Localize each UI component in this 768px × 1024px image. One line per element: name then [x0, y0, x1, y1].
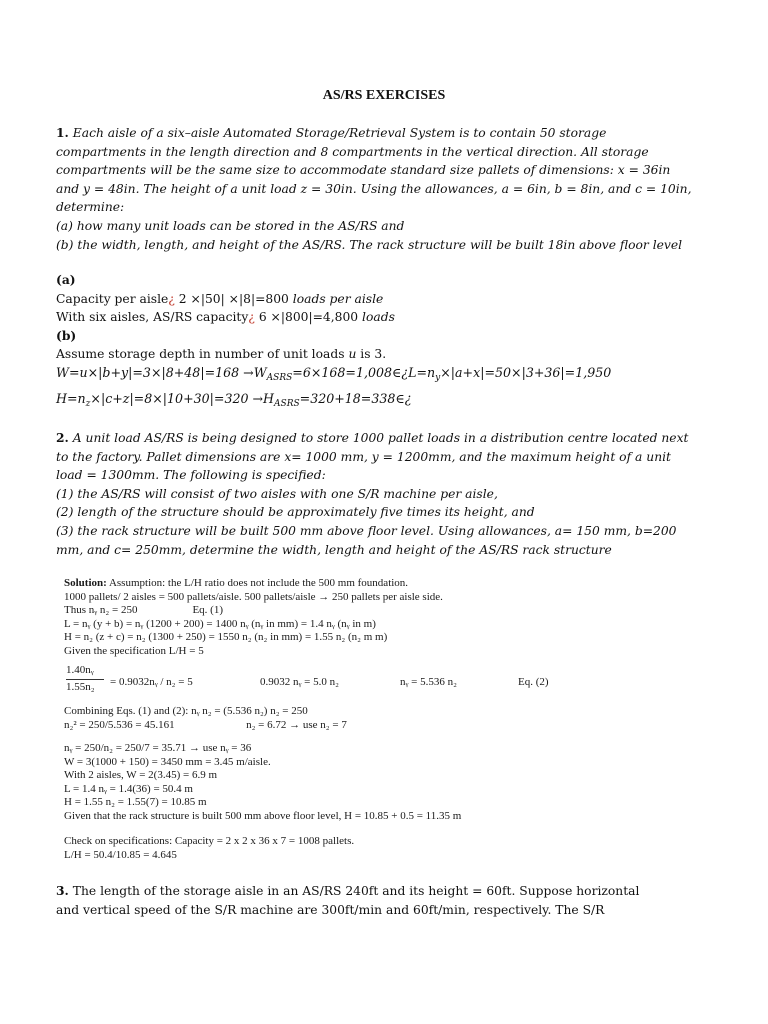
fraction-right: nᵧ = 5.536 n₂: [400, 676, 457, 688]
problem-3-statement: [56, 882, 701, 919]
problem-3-line-1: and vertical speed of the S/R machine are 300ft/min and 60ft/min, respectively. The S/R: [56, 902, 605, 917]
problem-2-line-0: A unit load AS/RS is being designed to store 1000 pallet loads in a distribution centre located next: [72, 431, 689, 445]
solution-mid-line-0: Combining Eqs. (1) and (2): nᵧ n₂ = (5.536 n₂) n₂ = 250: [64, 705, 308, 717]
problem-2-line-3: (1) the AS/RS will consist of two aisles with one S/R machine per aisle,: [56, 486, 498, 501]
six-aisles-unit: loads: [362, 310, 395, 325]
problem-2-line-2: load = 1300mm. The following is specified:: [56, 468, 326, 483]
capacity-per-aisle-expr: 2 ×|50| ×|8|=800: [178, 291, 289, 306]
solution-bottom-line-0: nᵧ = 250/n₂ = 250/7 = 35.71 → use nᵧ = 36: [64, 742, 252, 754]
solution-check-line-0: Check on specifications: Capacity = 2 x 2 x 36 x 7 = 1008 pallets.: [64, 835, 355, 847]
ratio-fraction: [66, 664, 104, 694]
fraction-bar: [66, 679, 104, 680]
problem-2-line-1: to the factory. Pallet dimensions are x= 1000 mm, y = 1200mm, and the maximum height of a unit: [56, 449, 671, 464]
equation-w: [56, 364, 701, 388]
solution-block-top: [64, 577, 564, 659]
eq-h-part-3: =320+18=338∈¿: [299, 390, 412, 406]
solution-line-1: 1000 pallets/ 2 aisles = 500 pallets/aisle. 500 pallets/aisle → 250 pallets per aisle side.: [64, 590, 443, 603]
solution-line-2: Thus nᵧ n₂ = 250 Eq. (1): [64, 604, 224, 617]
capacity-per-aisle-unit: loads per aisle: [292, 291, 384, 306]
assume-text-2: is 3.: [356, 347, 387, 362]
fraction-result: = 0.9032nᵧ / n₂ = 5: [110, 676, 193, 688]
solution-check-line-1: L/H = 50.4/10.85 = 4.645: [64, 848, 177, 861]
solution-line-5: Given the specification L/H = 5: [64, 644, 204, 657]
solution-bottom-line-5: Given that the rack structure is built 500 mm above floor level, H = 10.85 + 0.5 = 11.35 m: [64, 809, 462, 822]
solution-mid-line-1: n₂² = 250/5.536 = 45.161 n₂ = 6.72 → use n₂ = 7: [64, 718, 347, 731]
eq-h-sub-2: ASRS: [274, 398, 300, 409]
page-title: AS/RS EXERCISES: [322, 88, 446, 103]
eq-w-part-2: =6×168=1,008∈¿L=n: [292, 364, 436, 380]
capacity-per-aisle-marker: ¿: [168, 291, 175, 306]
eq-h-part-2: ×|c+z|=8×|10+30|=320 →H: [90, 390, 275, 406]
solution-block-bottom: [64, 742, 584, 824]
six-aisles-marker: ¿: [248, 310, 255, 325]
problem-1-solution: [56, 271, 701, 413]
solution-bottom-line-2: With 2 aisles, W = 2(3.45) = 6.9 m: [64, 769, 218, 782]
solution-heading: Solution:: [64, 577, 107, 589]
problem-1-line-4: determine:: [56, 200, 125, 215]
solution-line-4: H = n₂ (z + c) = n₂ (1300 + 250) = 1550 n₂ (n₂ in mm) = 1.55 n₂ (n₂ m m): [64, 631, 388, 644]
fraction-middle: 0.9032 nᵧ = 5.0 n₂: [260, 676, 339, 688]
problem-1-line-6: (b) the width, length, and height of the AS/RS. The rack structure will be built 18in above floor level: [56, 237, 683, 252]
solution-bottom-line-1: W = 3(1000 + 150) = 3450 mm = 3.45 m/aisle.: [64, 755, 271, 768]
solution-line-3: L = nᵧ (y + b) = nᵧ (1200 + 200) = 1400 nᵧ (nᵧ in mm) = 1.4 nᵧ (nᵧ in m): [64, 617, 376, 630]
eq-w-sub-2: y: [435, 372, 441, 383]
solution-bottom-line-3: L = 1.4 nᵧ = 1.4(36) = 50.4 m: [64, 782, 193, 795]
capacity-per-aisle-label: Capacity per aisle: [56, 291, 169, 306]
solution-line-0: Assumption: the L/H ratio does not include the 500 mm foundation.: [108, 577, 409, 589]
problem-1-line-5: (a) how many unit loads can be stored in the AS/RS and: [56, 218, 405, 233]
problem-1-number: 1.: [56, 125, 69, 140]
problem-2-statement: [56, 429, 701, 559]
solution-block-mid: [64, 705, 564, 732]
eq-w-part-3: ×|a+x|=50×|3+36|=1,950: [440, 364, 612, 380]
eq-h-sub-1: z: [85, 398, 91, 409]
problem-2-line-6: mm, and c= 250mm, determine the width, length and height of the AS/RS rack structure: [56, 542, 612, 557]
problem-1-line-3: and y = 48in. The height of a unit load z = 30in. Using the allowances, a = 6in, b = 8in, and c = 10in,: [56, 181, 692, 196]
solution-block-check: [64, 835, 564, 862]
problem-3-line-0: The length of the storage aisle in an AS/RS 240ft and its height = 60ft. Suppose horizontal: [72, 884, 640, 898]
problem-1-line-2: compartments will be the same size to accommodate standard size pallets of dimensions: x = 36in: [56, 163, 671, 178]
problem-1-statement: [56, 124, 701, 254]
eq-w-part-1: W=u×|b+y|=3×|8+48|=168 →W: [56, 364, 267, 380]
equation-h: [56, 390, 701, 414]
part-a-label: (a): [56, 272, 76, 287]
eq-w-sub-1: ASRS: [266, 372, 293, 383]
problem-2-line-4: (2) length of the structure should be approximately five times its height, and: [56, 505, 535, 520]
fraction-denominator: 1.55n₂: [66, 680, 95, 693]
solution-bottom-line-4: H = 1.55 n₂ = 1.55(7) = 10.85 m: [64, 796, 207, 809]
fraction-numerator: 1.40nᵧ: [66, 664, 94, 676]
assume-text-1: Assume storage depth in number of unit loads: [56, 347, 349, 362]
problem-2-number: 2.: [56, 430, 69, 445]
assume-var: u: [348, 347, 357, 362]
part-b-label: (b): [56, 327, 77, 343]
eq-h-part-1: H=n: [56, 390, 86, 406]
six-aisles-label: With six aisles, AS/RS capacity: [56, 310, 249, 325]
problem-1-line-0: Each aisle of a six–aisle Automated Storage/Retrieval System is to contain 50 storage: [72, 126, 607, 140]
problem-2-line-5: (3) the rack structure will be built 500 mm above floor level. Using allowances, a= 150 mm, b=200: [56, 523, 677, 538]
six-aisles-expr: 6 ×|800|=4,800: [258, 310, 359, 325]
problem-3-number: 3.: [56, 883, 69, 898]
problem-1-line-1: compartments in the length direction and 8 compartments in the vertical direction. All storage: [56, 144, 649, 159]
equation-2-label: Eq. (2): [518, 676, 549, 688]
